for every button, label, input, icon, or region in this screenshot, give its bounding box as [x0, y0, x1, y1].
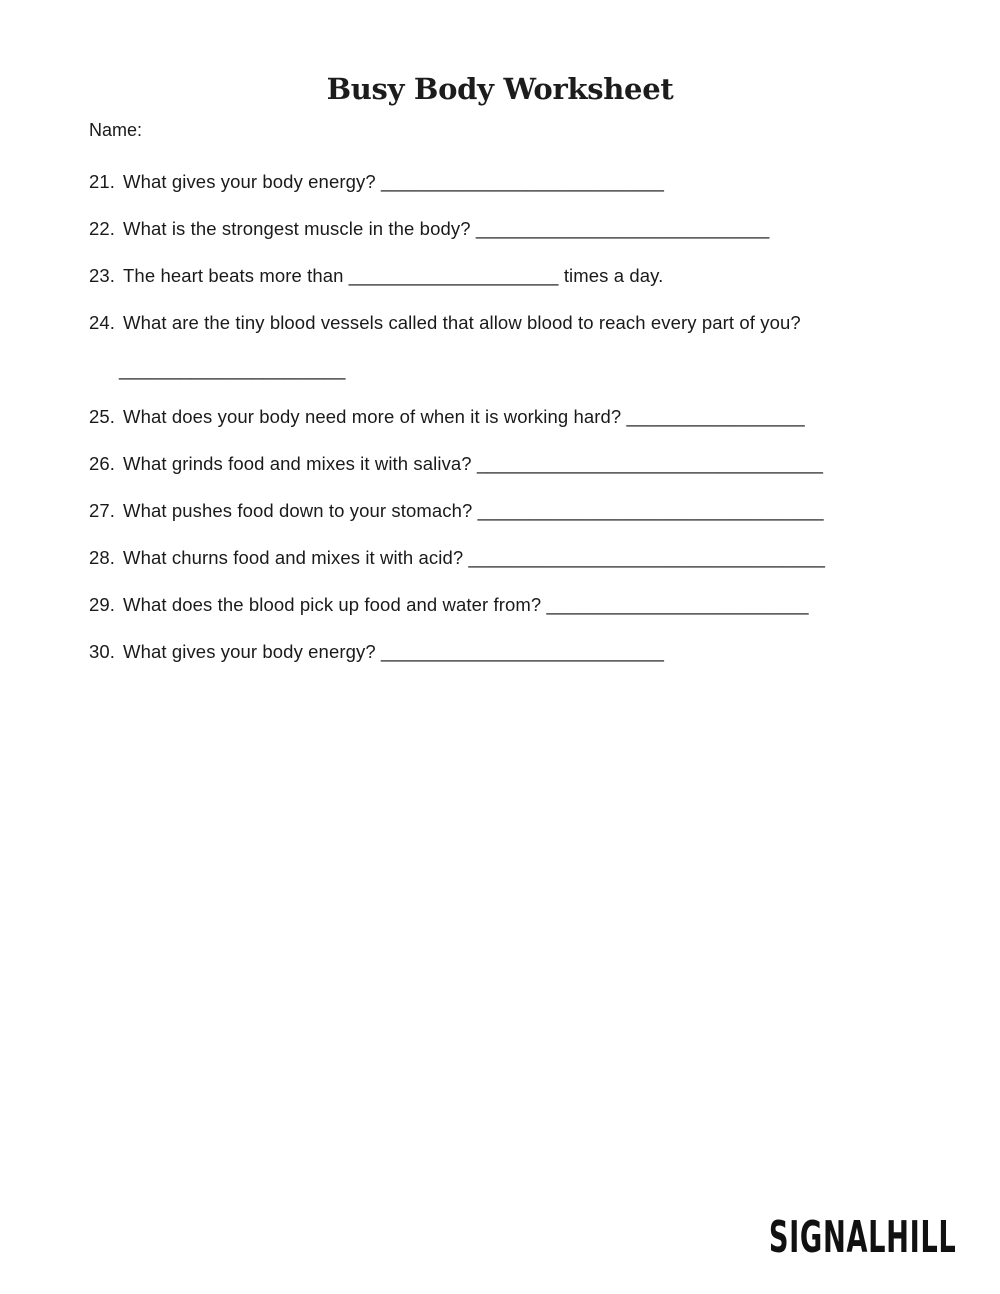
- question-30: [89, 641, 664, 663]
- question-24: [89, 312, 801, 334]
- question-number: 24.: [89, 312, 116, 333]
- name-label: Name:: [89, 120, 143, 140]
- question-22: [89, 218, 770, 240]
- question-number: 22.: [89, 218, 116, 239]
- answer-blank[interactable]: _________________________: [546, 594, 809, 615]
- answer-blank[interactable]: _________________: [626, 406, 805, 427]
- logo-text: SIGNALHILL: [768, 1212, 956, 1263]
- answer-blank[interactable]: ___________________________: [380, 171, 665, 192]
- answer-blank[interactable]: ___________________________: [380, 641, 665, 662]
- question-text: What gives your body energy?: [123, 641, 381, 662]
- question-number: 25.: [89, 406, 116, 427]
- question-text: What churns food and mixes it with acid?: [123, 547, 469, 568]
- question-text-suffix: times a day.: [558, 265, 664, 286]
- question-text: What does your body need more of when it is working hard?: [123, 406, 627, 427]
- answer-blank[interactable]: _________________________________: [476, 453, 824, 474]
- question-text: What gives your body energy?: [123, 171, 381, 192]
- answer-blank-24[interactable]: ______________________: [119, 359, 346, 380]
- question-text: What is the strongest muscle in the body?: [123, 218, 476, 239]
- question-text: What pushes food down to your stomach?: [123, 500, 478, 521]
- question-text: What grinds food and mixes it with saliva?: [123, 453, 477, 474]
- signalhill-logo: [654, 1212, 956, 1264]
- answer-blank[interactable]: _________________________________: [477, 500, 824, 521]
- question-number: 27.: [89, 500, 116, 521]
- question-number: 23.: [89, 265, 116, 286]
- question-27: [89, 500, 824, 522]
- question-number: 26.: [89, 453, 116, 474]
- question-28: [89, 547, 825, 569]
- question-number: 29.: [89, 594, 116, 615]
- question-25: [89, 406, 805, 428]
- question-text: The heart beats more than: [123, 265, 349, 286]
- answer-blank[interactable]: ____________________: [348, 265, 559, 286]
- question-23: [89, 265, 663, 287]
- question-number: 21.: [89, 171, 116, 192]
- question-number: 30.: [89, 641, 116, 662]
- question-21: [89, 171, 664, 193]
- question-number: 28.: [89, 547, 116, 568]
- question-26: [89, 453, 823, 475]
- question-29: [89, 594, 809, 616]
- answer-blank[interactable]: ____________________________: [475, 218, 770, 239]
- page-title: Busy Body Worksheet: [326, 72, 674, 106]
- answer-blank[interactable]: __________________________________: [468, 547, 826, 568]
- question-text: What does the blood pick up food and water from?: [123, 594, 547, 615]
- question-text: What are the tiny blood vessels called that allow blood to reach every part of you?: [123, 312, 801, 333]
